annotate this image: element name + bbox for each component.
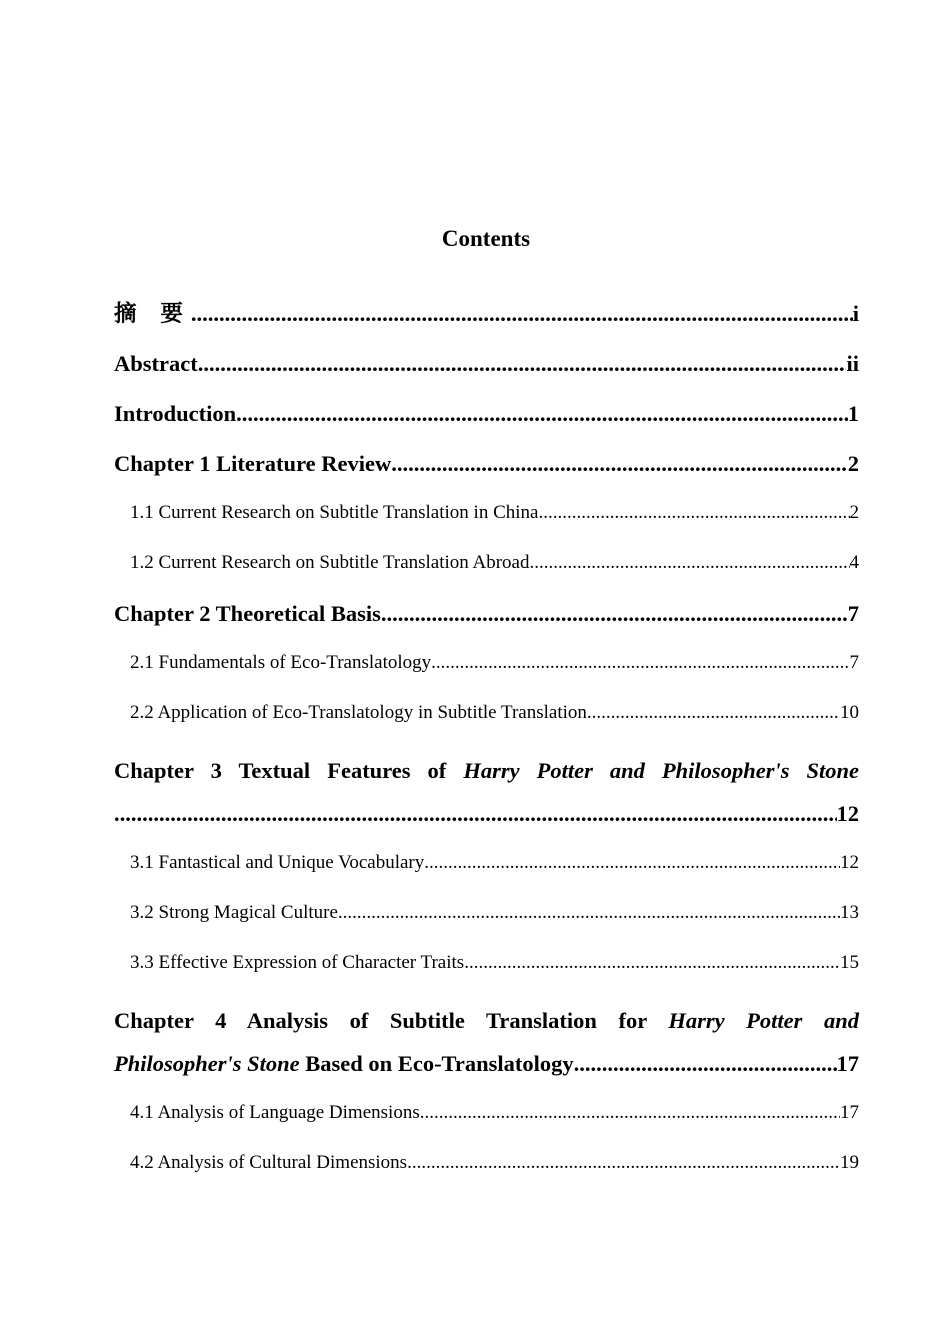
toc-leader-dots: [198, 346, 847, 382]
table-of-contents: [114, 296, 859, 1196]
toc-page-number: 12: [836, 801, 859, 826]
toc-leader-dots: [431, 646, 849, 680]
toc-leader-dots: [574, 1046, 837, 1082]
toc-entry-label: 3.2 Strong Magical Culture: [130, 902, 338, 923]
toc-entry-introduction[interactable]: [114, 396, 859, 446]
toc-page-number: i: [852, 301, 859, 326]
toc-page-number: 1: [847, 401, 859, 426]
toc-page-number: 7: [847, 601, 859, 626]
toc-entry-label: Chapter 2 Theoretical Basis: [114, 601, 381, 626]
toc-entry-chapter-3[interactable]: [114, 746, 859, 796]
toc-entry-abstract-zh[interactable]: [114, 296, 859, 346]
toc-page-number: 13: [840, 902, 859, 923]
toc-entry-1-1[interactable]: [114, 496, 859, 546]
toc-entry-4-1[interactable]: [114, 1096, 859, 1146]
toc-page-number: 17: [840, 1102, 859, 1123]
toc-leader-dots: [191, 296, 853, 332]
toc-entry-label: 3.3 Effective Expression of Character Traits: [130, 952, 465, 973]
toc-entry-2-1[interactable]: [114, 646, 859, 696]
toc-leader-dots: [464, 946, 840, 980]
toc-entry-label: 2.2 Application of Eco-Translatology in Subtitle Translation: [130, 702, 587, 723]
toc-page-number: ii: [846, 351, 859, 376]
toc-page-number: 15: [840, 952, 859, 973]
toc-entry-chapter-2[interactable]: [114, 596, 859, 646]
toc-entry-3-1[interactable]: [114, 846, 859, 896]
toc-entry-label: Chapter 3 Textual Features of: [114, 758, 464, 783]
toc-entry-abstract[interactable]: [114, 346, 859, 396]
toc-entry-3-3[interactable]: [114, 946, 859, 996]
toc-entry-label: 2.1 Fundamentals of Eco-Translatology: [130, 652, 432, 673]
toc-entry-label: 4.2 Analysis of Cultural Dimensions: [130, 1152, 408, 1173]
toc-leader-dots: [391, 446, 848, 482]
toc-leader-dots: [236, 396, 848, 432]
toc-entry-chapter-1[interactable]: [114, 446, 859, 496]
toc-page-number: 2: [847, 451, 859, 476]
toc-entry-label-cont: [114, 1046, 574, 1082]
contents-title: Contents: [441, 226, 531, 251]
toc-page-number: 4: [849, 552, 859, 573]
toc-entry-label: 1.1 Current Research on Subtitle Translation in China: [130, 502, 539, 523]
toc-entry-chapter-3-leader[interactable]: [114, 796, 859, 846]
toc-entry-label: 3.1 Fantastical and Unique Vocabulary: [130, 852, 425, 873]
toc-entry-label: 4.1 Analysis of Language Dimensions: [130, 1102, 420, 1123]
toc-entry-3-2[interactable]: [114, 896, 859, 946]
toc-entry-label: 摘 要: [114, 301, 191, 327]
toc-entry-label: Introduction: [114, 401, 237, 426]
toc-entry-1-2[interactable]: [114, 546, 859, 596]
toc-page-number: 2: [849, 502, 859, 523]
toc-leader-dots: [420, 1096, 840, 1130]
toc-entry-label-italic: Harry Potter and Philosopher's Stone: [463, 758, 859, 783]
toc-entry-label-italic: Harry Potter and: [668, 1008, 859, 1033]
toc-leader-dots: [529, 546, 849, 580]
toc-leader-dots: [381, 596, 848, 632]
toc-leader-dots: [424, 846, 840, 880]
toc-leader-dots: [538, 496, 849, 530]
toc-page-number: 10: [840, 702, 859, 723]
toc-entry-chapter-4-cont[interactable]: [114, 1046, 859, 1096]
toc-entry-label: Abstract: [114, 351, 198, 376]
toc-entry-label: Chapter 4 Analysis of Subtitle Translation for: [114, 1008, 669, 1033]
toc-leader-dots: [407, 1146, 840, 1180]
toc-leader-dots: [587, 696, 840, 730]
toc-page-number: 7: [849, 652, 859, 673]
toc-page-number: 17: [836, 1051, 859, 1076]
toc-entry-chapter-4[interactable]: [114, 996, 859, 1046]
toc-entry-label: 1.2 Current Research on Subtitle Translation Abroad: [130, 552, 530, 573]
toc-leader-dots: [338, 896, 840, 930]
toc-entry-label: Chapter 1 Literature Review: [114, 451, 392, 476]
toc-leader-dots: [114, 796, 837, 832]
toc-entry-4-2[interactable]: [114, 1146, 859, 1196]
toc-entry-label-italic: Philosopher's Stone: [114, 1051, 300, 1076]
toc-entry-label-suffix: Based on Eco-Translatology: [299, 1051, 574, 1076]
toc-entry-2-2[interactable]: [114, 696, 859, 746]
toc-page-number: 12: [840, 852, 859, 873]
toc-page-number: 19: [840, 1152, 859, 1173]
